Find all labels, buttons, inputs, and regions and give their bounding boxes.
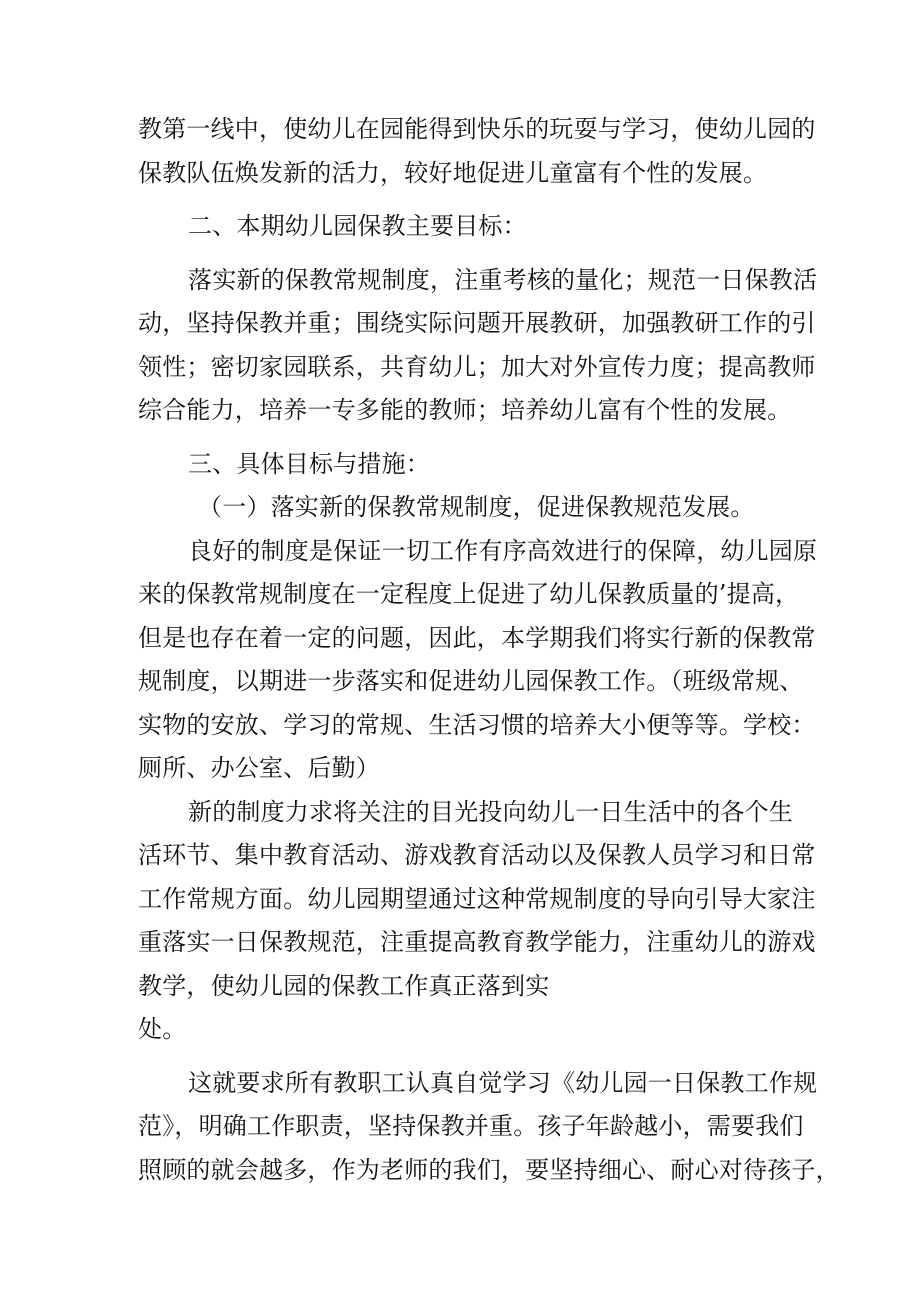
paragraph-line: 实物的安放、学习的常规、生活习惯的培养大小便等等。学校： [138,710,816,739]
paragraph-line: 落实新的保教常规制度，注重考核的量化；规范一日保教活 [188,265,818,294]
paragraph-line: 重落实一日保教规范，注重提高教育教学能力，注重幼儿的游戏 [138,928,816,956]
paragraph-line: 活环节、集中教育活动、游戏教育活动以及保教人员学习和日常 [138,841,816,869]
subsection-heading: （一）落实新的保教常规制度，促进保教规范发展。 [198,493,755,521]
paragraph-line: 范》，明确工作职责，坚持保教并重。孩子年龄越小，需要我们 [138,1112,804,1140]
paragraph-line: 新的制度力求将关注的目光投向幼儿一日生活中的各个生 [188,797,793,826]
paragraph-line: 领性；密切家园联系，共育幼儿；加大对外宣传力度；提高教师 [138,352,816,381]
paragraph-line: 厕所、办公室、后勤） [138,754,380,782]
paragraph-line: 综合能力，培养一专多能的教师；培养幼儿富有个性的发展。 [138,396,792,424]
paragraph-line: 照顾的就会越多，作为老师的我们，要坚持细心、耐心对待孩子， [138,1155,840,1184]
paragraph-line: 工作常规方面。幼儿园期望通过这种常规制度的导向引导大家注 [138,884,816,913]
paragraph-line: 动，坚持保教并重；围绕实际问题开展教研，加强教研工作的引 [138,309,816,337]
paragraph-line: 教学，使幼儿园的保教工作真正落到实 [138,971,550,1000]
paragraph-line: 规制度，以期进一步落实和促进幼儿园保教工作。（班级常规、 [138,667,804,695]
section-heading: 三、具体目标与措施： [188,449,430,478]
paragraph-line: 但是也存在着一定的问题，因此，本学期我们将实行新的保教常 [138,623,816,652]
document-body [138,108,840,1192]
section-heading: 二、本期幼儿园保教主要目标： [188,212,527,240]
paragraph-line: 教第一线中，使幼儿在园能得到快乐的玩耍与学习，使幼儿园的 [138,115,816,143]
paragraph-line: 保教队伍焕发新的活力，较好地促进儿童富有个性的发展。 [138,158,768,187]
paragraph-line: 这就要求所有教职工认真自觉学习《幼儿园一日保教工作规 [188,1068,818,1097]
paragraph-line: 处。 [138,1015,187,1043]
paragraph-line: 来的保教常规制度在一定程度上促进了幼儿保教质量的’提高， [138,580,800,608]
paragraph-line: 良好的制度是保证一切工作有序高效进行的保障，幼儿园原 [188,536,818,565]
